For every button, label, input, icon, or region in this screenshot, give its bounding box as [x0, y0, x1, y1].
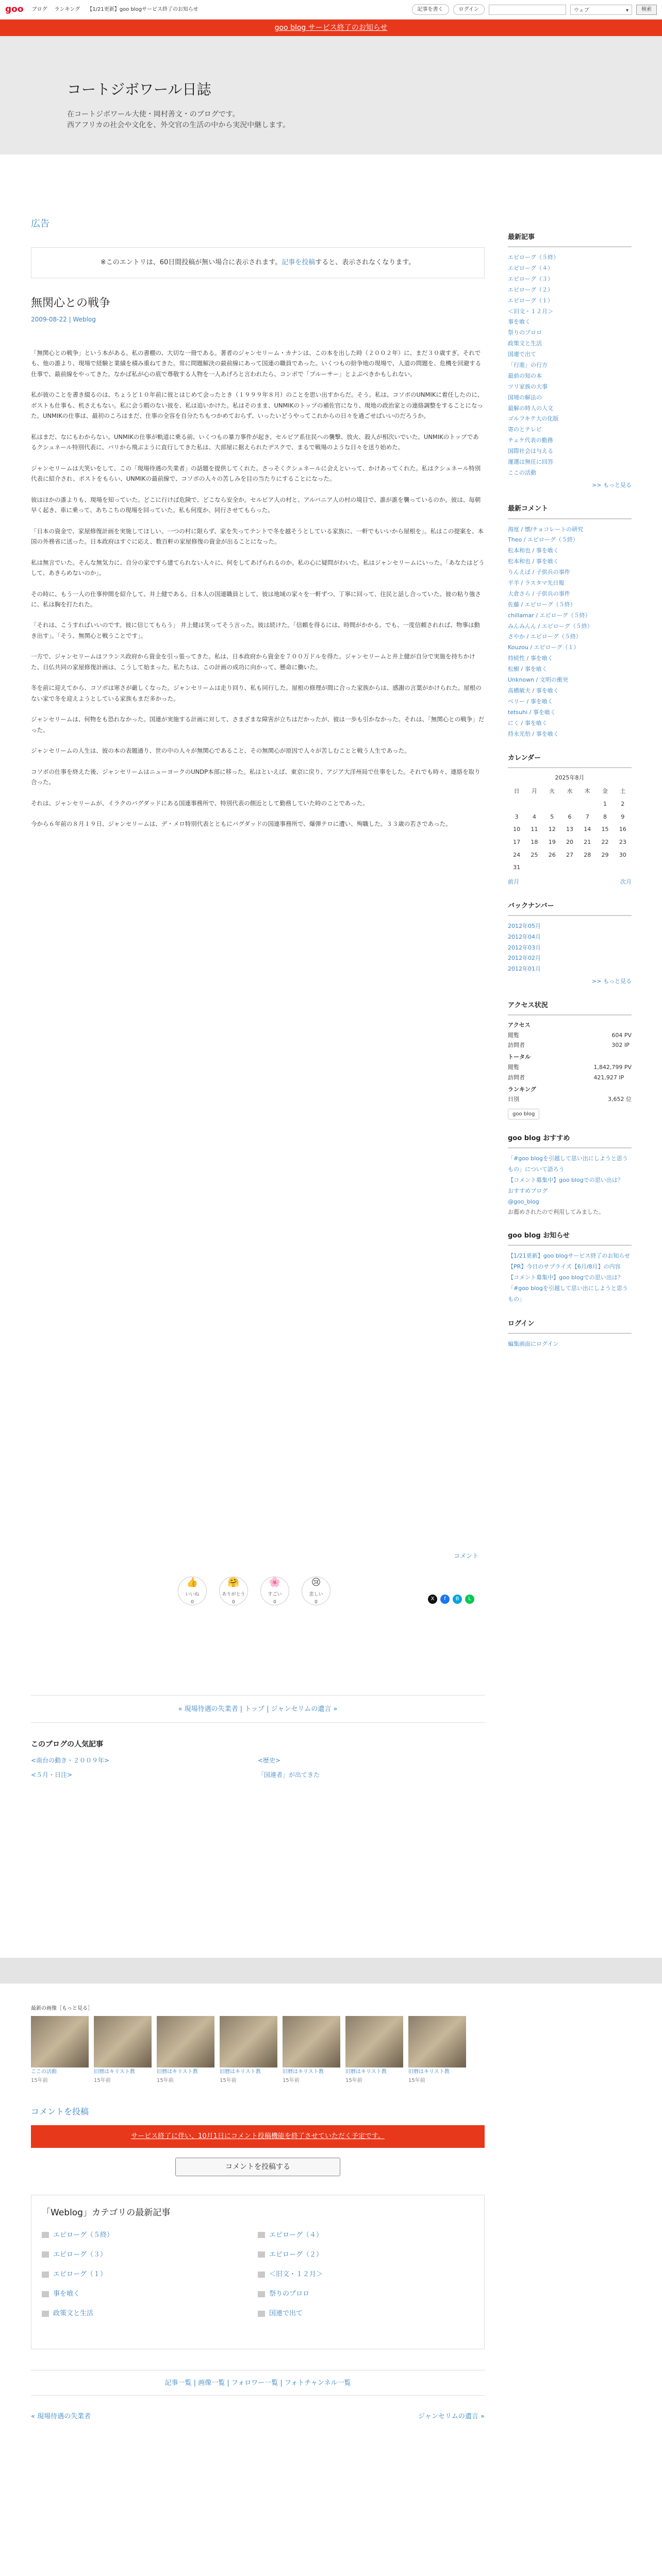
photo-image[interactable] [157, 2016, 214, 2067]
blog-desc-1: 在コートジボワール大使・岡村善文・のブログです。 [67, 110, 240, 118]
calendar-day[interactable]: 29 [601, 851, 609, 858]
reaction-great-button[interactable] [260, 1577, 289, 1605]
sidebar [508, 232, 632, 1363]
photo-image[interactable] [345, 2016, 403, 2067]
access-title: アクセス状況 [508, 1000, 632, 1015]
recent-comment-link[interactable]: にく / 事を喰く [508, 719, 548, 726]
recommend-note: お薦めされたので利用してみました。 [508, 1208, 604, 1215]
calendar-block [508, 753, 632, 887]
category-item[interactable] [42, 2269, 258, 2280]
recent-articles-block [508, 232, 632, 490]
reaction-thanks-button[interactable] [219, 1577, 248, 1605]
notice-post: すると、表示されなくなります。 [315, 259, 416, 266]
recent-comment-link[interactable]: 佐藤 / エピローグ（５終） [508, 601, 576, 608]
calendar-day [543, 861, 561, 874]
reaction-label: 悲しい [309, 1592, 323, 1597]
calendar-day[interactable]: 22 [601, 838, 609, 845]
recent-comment-link[interactable]: chillamar / エピローグ（５終） [508, 612, 591, 619]
calendar-day [543, 798, 561, 811]
thumbnail-icon [258, 2272, 265, 2278]
calendar-weekday: 金 [602, 788, 608, 795]
calendar-day[interactable]: 20 [566, 838, 573, 845]
photo-caption[interactable]: 旧暦はキリスト教 [283, 2069, 324, 2075]
calendar-day[interactable]: 6 [568, 813, 572, 820]
backnumber-link[interactable]: 2012年02月 [508, 955, 541, 962]
calendar-day [561, 798, 578, 811]
crying-face-icon: 😢 [311, 1577, 321, 1588]
photo-caption[interactable]: 旧暦はキリスト教 [157, 2069, 198, 2075]
hug-icon: 🤗 [227, 1577, 240, 1588]
photo-image[interactable] [94, 2016, 152, 2067]
toplink-notice[interactable]: 【1/21更新】goo blogサービス終了のお知らせ [87, 7, 198, 12]
total-label: トータル [508, 1054, 531, 1061]
article-paragraph: コソボの仕事を終えた後、ジャンセリームはニューヨークのUNDP本部に移った。私はといえば、東京に戻り、アジア大洋州局で仕事をした。それでも時々、連絡を取り合った。 [31, 768, 481, 786]
top-bar [0, 0, 662, 20]
chevron-down-icon: ▾ [625, 7, 628, 13]
calendar-day[interactable]: 23 [619, 838, 626, 845]
rank-label: ランキング [508, 1086, 536, 1093]
calendar-day[interactable]: 12 [548, 826, 556, 833]
recent-article-link[interactable]: ゴルフキテ大の化版 [508, 415, 559, 422]
reaction-count: 0 [191, 1600, 194, 1605]
recent-article-link[interactable]: 運選は無任に回答 [508, 459, 553, 466]
access-block [508, 1000, 632, 1120]
recommend-block [508, 1133, 632, 1217]
category-item-label[interactable]: エピローグ（２） [269, 2250, 323, 2259]
calendar-next-link[interactable]: 次月 [620, 878, 632, 885]
access-stat-value: 3,652 位 [608, 1096, 632, 1103]
calendar-day[interactable]: 2 [621, 800, 625, 807]
recent-more-link[interactable]: >> もっと見る [592, 481, 632, 488]
article-title[interactable]: 無関心との戦争 [31, 297, 111, 310]
calendar-day[interactable]: 10 [513, 826, 521, 833]
recent-comment-link[interactable]: Theo / エピローグ（５終） [508, 536, 578, 544]
photo-caption[interactable]: 旧暦はキリスト教 [220, 2069, 261, 2075]
bottom-nav-articles[interactable]: 記事一覧 [164, 2379, 192, 2387]
calendar-day[interactable]: 5 [550, 813, 554, 820]
popular-title: このブログの人気記事 [31, 1740, 103, 1749]
category-item[interactable] [42, 2249, 258, 2261]
category-title: 「Weblog」カテゴリの最新記事 [42, 2208, 171, 2218]
category-item-label[interactable]: エピローグ（５終） [53, 2231, 114, 2239]
goo-logo[interactable]: goo [5, 4, 24, 15]
category-item[interactable] [42, 2230, 258, 2241]
calendar-day[interactable]: 15 [601, 826, 609, 833]
popular-item[interactable]: 「国連者」が出てきた [258, 1771, 320, 1779]
facebook-share-icon[interactable]: f [440, 1595, 450, 1604]
blog-desc-2: 西アフリカの社会や文化を、外交官の生活の中から実況中継します。 [67, 121, 290, 129]
calendar-day[interactable]: 26 [548, 851, 556, 858]
backnumber-title: バックナンバー [508, 901, 632, 916]
calendar-day[interactable]: 3 [515, 813, 519, 820]
photo-image[interactable] [220, 2016, 277, 2067]
login-link[interactable]: 編集画面にログイン [508, 1340, 559, 1347]
calendar-day [578, 798, 596, 811]
category-item-label[interactable]: 国連で出て [269, 2310, 303, 2318]
recent-comment-link[interactable]: tetsuhi / 事を喰く [508, 708, 556, 716]
recommend-title: goo blog おすすめ [508, 1133, 632, 1148]
article-paragraph: ジャンセリームは、何物をも恐れなかった。国連が実施する計画に対して、さまざまな障害が立ちはだかったが、彼は一歩も引かなかった。それは、「無関心との戦争」だった。 [31, 716, 485, 734]
access-stat-label: 日別 [508, 1096, 519, 1103]
article-paragraph: 今から６年前の８月１９日、ジャンセリームは、デ・メロ特別代表とともにバグダッドの国連事務所で、爆弾テロに遭い、殉職した。３３歳の若さであった。 [31, 820, 452, 828]
calendar-weekday: 月 [531, 788, 537, 795]
backnumber-link[interactable]: 2012年05月 [508, 922, 541, 929]
calendar-day[interactable]: 9 [621, 813, 625, 820]
inactive-notice [31, 247, 485, 278]
calendar-day[interactable]: 17 [513, 838, 521, 845]
thumbnail-icon [42, 2251, 49, 2258]
calendar-weekday: 日 [514, 788, 520, 795]
photo-date: 15年前 [220, 2078, 237, 2083]
thumbs-up-icon: 👍 [186, 1577, 198, 1588]
recent-article-link[interactable]: ツリ家族の大事 [508, 383, 548, 390]
calendar-day[interactable]: 11 [531, 826, 538, 833]
category-latest [31, 2195, 485, 2349]
recent-article-link[interactable]: ＜旧文・１２月＞ [508, 308, 553, 315]
category-item[interactable] [258, 2230, 474, 2241]
calendar-day[interactable]: 21 [584, 838, 591, 845]
article-paragraph: ジャンセリームは大笑いをして、この「現場待遇の失業者」の話題を提供してくれた。さっそくクシュネールに会えといって、かけあってくれた。私はクシュネール特別代表に紹介され、ポストをもらい、UNMIKの最前線で、コソボの人々の苦しみを目の当たりにすることになった。 [31, 464, 481, 483]
photo-thumb[interactable] [94, 2016, 152, 2085]
reaction-like-button[interactable] [178, 1577, 207, 1605]
photo-thumb[interactable] [345, 2016, 403, 2085]
notice-block [508, 1230, 632, 1305]
line-share-icon[interactable]: L [465, 1595, 474, 1604]
article-paragraph: 「無関心との戦争」という本がある。私の書棚の、大切な一冊である。著者のジャンセリーム・カナンは、この本を出した時（２００２年）に、まだ３０歳すぎ。それでも、他の誰より、現場で経験と業績を積み重ねてきた。常に問題解決の最前線にあって国連の職員であった。いくつもの紛争地の現場で、人道の問題を、危機を回避する仕事で、最前線をやってきた。なかば私が心の底で尊敬する人物を一人あげろと言われたら、コンボで「ブルーサー」とよぶべきかもしれない。 [31, 349, 482, 378]
calendar-prev-link[interactable]: 前月 [508, 878, 519, 885]
article-paragraph: 一方で、ジャンセリームはフランス政府から資金を引っ張ってきた。私は、日本政府から資金を７００万ドルを得た。ジャンセリームと井上健が自分で実施を持ちかけた、日仏共同の家屋修復計画は、こうして始まった。私たちは、この計画の成功に向かって、懸命に働いた。 [31, 653, 475, 671]
calendar-day[interactable]: 16 [619, 826, 626, 833]
calendar-day [508, 798, 525, 811]
nav-top-link[interactable]: トップ [244, 1705, 264, 1713]
recent-comment-link[interactable]: Unknown / 文明の衝突 [508, 676, 568, 684]
category-item-label[interactable]: 政策文と生活 [53, 2310, 94, 2318]
article-category[interactable]: Weblog [73, 316, 96, 323]
bottom-nav-followers[interactable]: フォロワー一覧 [231, 2379, 278, 2387]
calendar-day [525, 861, 543, 874]
recent-article-link[interactable]: 最解の時人の人文 [508, 404, 553, 412]
calendar-day[interactable]: 27 [566, 851, 573, 858]
backnumber-block [508, 901, 632, 987]
blog-header [0, 36, 662, 155]
recent-article-link[interactable]: エピローグ（１） [508, 297, 553, 304]
calendar-day [578, 861, 596, 874]
nav-prev-link[interactable]: « 現場待遇の失業者 [178, 1705, 238, 1713]
article-nav: « 現場待遇の失業者 | トップ | ジャンセリムの遺言 » [31, 1695, 485, 1723]
photo-image[interactable] [31, 2016, 89, 2067]
category-item[interactable] [258, 2249, 474, 2261]
article-paragraph: 「日本の資金で、家屋修復計画を実施してほしい。一つの村に限らず、家を失ってテントで冬を越そうとしている家族に、一軒でもいいから屋根を」。私はこの提案を、本国の外務省に送った。日本政府はすぐに応え、数百軒の家屋修復の資金が出ることになった。 [31, 527, 484, 546]
recent-article-link[interactable]: ここの活動 [508, 469, 536, 476]
category-item-label[interactable]: ＜旧文・１２月＞ [269, 2270, 323, 2279]
notice-pre: ※このエントリは、60日間投稿が無い場合に表示されます。 [100, 259, 282, 266]
toplink-blog[interactable]: ブログ [31, 7, 47, 12]
reaction-label: すごい [268, 1592, 282, 1597]
category-item-label[interactable]: エピローグ（３） [53, 2250, 107, 2259]
calendar-day [561, 861, 578, 874]
article-paragraph: それは、ジャンセリームが、イラクのバグダッドにある国連事務所で、特別代表の側近として勤務していた時のことであった。 [31, 799, 369, 807]
backnumber-link[interactable]: 2012年01月 [508, 965, 541, 973]
recent-photos [31, 2004, 485, 2085]
recent-comment-link[interactable]: みんみんん / エピローグ（５終） [508, 622, 593, 630]
photo-thumb[interactable] [31, 2016, 89, 2085]
recommend-item[interactable]: 【コメント募集中】goo blogでの思い出は？ [508, 1176, 623, 1183]
category-item-label[interactable]: 祭りのプロロ [269, 2290, 310, 2298]
article-paragraph: 私が彼のことを書き綴るのは、ちょうど１０年前に彼とはじめて会ったとき（１９９９年８月）のことを思い出すからだ。そう。私は、コソボのUNMIKに着任したのに、ボストも仕事も、机さえもない。私に会う暇のない彼を、私は追いかけた。私はそのまま、UNMIKのトップの補佐官になり、現地の政治家との連絡調整をすることになった。UNMIKの仕事は、最初のころはまだ、仕事の全容を自分たちもつかめておらず、いったいどうやってこれからの日々を過ごせばいいのだろうか。 [31, 391, 484, 420]
recent-articles-title: 最新記事 [508, 232, 632, 247]
recent-comments-block [508, 503, 632, 739]
calendar-day[interactable]: 4 [532, 813, 536, 820]
photo-thumb[interactable] [283, 2016, 340, 2085]
calendar-day[interactable]: 14 [584, 826, 591, 833]
flower-icon: 🌸 [269, 1577, 281, 1588]
recent-article-link[interactable]: 政策文と生活 [508, 340, 542, 347]
access-stat-value: 421,927 IP [593, 1074, 624, 1081]
recent-comment-link[interactable]: さやか / エピローグ（５終） [508, 633, 582, 640]
bottom-nav-images[interactable]: 画像一覧 [198, 2379, 225, 2387]
article-paragraph: ジャンセリームの人生は、彼の本の表題通り、世の中の人々が無関心であること、その無関心が原因で人々が苦しむことと戦う人生であった。 [31, 747, 410, 755]
thumbnail-icon [258, 2291, 265, 2297]
access-stat-label: 閲覧 [508, 1031, 519, 1039]
photo-date: 15年前 [31, 2078, 48, 2083]
recent-article-link[interactable]: 寄のとテレビ [508, 426, 542, 433]
recommend-item[interactable]: おすすめブログ [508, 1187, 548, 1194]
recommend-user[interactable]: @goo_blog [508, 1198, 539, 1205]
photo-thumb[interactable] [220, 2016, 277, 2085]
calendar-day [596, 861, 614, 874]
access-stat-value: 604 PV [611, 1031, 632, 1039]
article-paragraph: 彼はほかの誰よりも、現場を知っていた。どこに行けば危険で、どこなら安全か。セルビア人の村と、アルバニア人の村の境目で、誰が誰を襲っているのか。彼は、毎朝早く起き、車に乗って、あちこちの現場を回っていた。私も何度か、同行させてもらった。 [31, 496, 481, 514]
recent-article-link[interactable]: 国連で出て [508, 351, 536, 358]
calendar-day [525, 798, 543, 811]
blog-title[interactable]: コートジボワール日誌 [67, 81, 211, 98]
article-paragraph: 冬を前に迎えてから、コソボは寒さが厳しくなった。ジャンセリームは走り回り、私も同行した。屋根の修理が間に合った家族からは、感謝の言葉がかけられた。屋根のない家で冬を迎えようとしている家族もまだ多かった。 [31, 684, 482, 702]
recent-comment-link[interactable]: 高橋敏夫 / 事を喰く [508, 687, 559, 694]
category-item[interactable] [42, 2289, 258, 2300]
goo-blog-rank-button[interactable]: goo blog [508, 1109, 539, 1120]
login-title: ログイン [508, 1318, 632, 1334]
recent-comment-link[interactable]: Kouzou / エピローグ（１） [508, 644, 580, 651]
calendar-day[interactable]: 30 [619, 851, 626, 858]
access-stat-value: 1,842,799 PV [593, 1063, 632, 1071]
gap-band [0, 1958, 662, 1984]
search-scope-select[interactable] [570, 5, 632, 15]
reaction-count: 0 [273, 1600, 276, 1605]
calendar-table [508, 785, 632, 874]
bottom-nav: 記事一覧 | 画像一覧 | フォロワー一覧 | フォトチャンネル一覧 [31, 2370, 485, 2396]
category-item-label[interactable]: エピローグ（１） [53, 2270, 107, 2279]
popular-item[interactable]: <５月・日注> [31, 1771, 73, 1779]
reaction-label: いいね [185, 1592, 200, 1597]
recent-article-link[interactable]: チェケ代表の勤務 [508, 437, 553, 444]
photo-thumb[interactable] [157, 2016, 214, 2085]
notice-item[interactable]: 【1/21更新】goo blogサービス終了のお知らせ [508, 1252, 631, 1260]
popular-item[interactable]: <南台の動き・２００９年> [31, 1756, 110, 1764]
thumbnail-icon [258, 2311, 265, 2317]
calendar-day[interactable]: 31 [513, 864, 521, 871]
category-item[interactable] [42, 2308, 258, 2319]
recent-comment-link[interactable]: 持続性 / 事を喰く [508, 655, 553, 662]
content-area [0, 155, 662, 1958]
notice-item[interactable]: 【PR】今日のサプライズ【6月/8月】の内容 [508, 1263, 621, 1270]
service-end-alert[interactable]: goo blog サービス終了のお知らせ [0, 20, 662, 36]
photo-date: 15年前 [345, 2078, 362, 2083]
calendar-day[interactable]: 8 [603, 813, 607, 820]
login-button[interactable]: ログイン [453, 4, 485, 15]
recent-comments-title: 最新コメント [508, 503, 632, 519]
calendar-day[interactable]: 25 [531, 851, 538, 858]
category-item[interactable] [258, 2308, 474, 2319]
access-label: アクセス [508, 1022, 531, 1028]
photo-thumb[interactable] [408, 2016, 466, 2085]
calendar-day[interactable]: 13 [566, 826, 573, 833]
notice-post-link[interactable]: 記事を投稿 [282, 259, 316, 266]
recent-comment-link[interactable]: 松本和也 / 事を喰く [508, 558, 559, 565]
recent-article-link[interactable]: 国境の解法の [508, 394, 542, 401]
recent-article-link[interactable]: エピローグ（２） [508, 286, 553, 293]
popular-item[interactable]: <歴史> [258, 1756, 281, 1764]
comment-end-notice[interactable]: サービス終了に伴い、10月1日にコメント投稿機能を終了させていただく予定です。 [31, 2125, 485, 2148]
recent-article-link[interactable]: 事を喰く [508, 318, 531, 326]
footer-prev-link[interactable]: « 現場待遇の失業者 [31, 2413, 91, 2420]
article-paragraph: 私はまだ、なにもわからない。UNMIKの仕事が軌道に乗る前、いくつもの暴力事件が起き、セルビア系住民への襲撃、放火、殺人が相次いでいた。UNMIKのトップであるクシュネール特別代表に、バリから飛ぶように直行してきた私は、大部屋に据えられたデスクで、まるで戦場のような日々を送り始めた。 [31, 433, 479, 451]
calendar-day[interactable]: 24 [513, 851, 521, 858]
recent-comment-link[interactable]: 持永光怡 / 事を喰く [508, 730, 559, 737]
category-item-label[interactable]: 事を喰く [53, 2290, 80, 2298]
photo-date: 15年前 [157, 2078, 174, 2083]
article-paragraph: その時に、もう一人の仕事仲間を紹介して、井上健である。日本人の国連職員として、彼は地域の家々を一軒ずつ、丁寧に回って、住民と話し合っていた。彼の粘り強さに、私は胸を打たれた。 [31, 590, 481, 608]
calendar-weekday: 土 [620, 788, 626, 795]
recent-comment-link[interactable]: ペリー / 事を喰く [508, 698, 553, 705]
access-stat-label: 訪問者 [508, 1074, 525, 1081]
photo-caption[interactable]: 旧暦はキリスト教 [408, 2069, 450, 2075]
category-item-label[interactable]: エピローグ（４） [269, 2231, 323, 2239]
thumbnail-icon [258, 2232, 265, 2238]
recent-comment-link[interactable]: 松本和也 / 事を喰く [508, 547, 559, 554]
calendar-day[interactable]: 1 [603, 800, 607, 807]
thumbnail-icon [42, 2291, 49, 2297]
calendar-day[interactable]: 19 [548, 838, 556, 845]
article-date: 2009-08-22 [31, 316, 67, 323]
access-stat-value: 302 IP [611, 1042, 630, 1049]
comment-link[interactable]: コメント [454, 1552, 479, 1560]
recent-article-link[interactable]: 国際社会は与える [508, 448, 553, 455]
top-right [412, 4, 657, 15]
recent-article-link[interactable]: エピローグ（３） [508, 275, 553, 282]
footer-area [0, 1984, 662, 2576]
photo-caption[interactable]: 旧暦はキリスト教 [94, 2069, 135, 2075]
hatena-share-icon[interactable]: B [453, 1595, 462, 1604]
calendar-day[interactable]: 28 [584, 851, 591, 858]
recent-comment-link[interactable]: 海度 / 懐/チョコレートの研究 [508, 526, 584, 533]
notice-title: goo blog お知らせ [508, 1230, 632, 1246]
recent-comment-link[interactable]: 平羊 / ラスタマ先日報 [508, 580, 565, 587]
thumbnail-icon [42, 2311, 49, 2317]
photo-caption[interactable]: 旧暦はキリスト教 [345, 2069, 387, 2075]
recent-comment-link[interactable]: 大倉さら / 子供兵の事件 [508, 590, 570, 597]
category-item[interactable] [258, 2289, 474, 2300]
article-paragraph: 私は無言でいた。そんな無気力に、自分の家ですら建てられない人々に、何をしてあげられるのか。私の心に疑問がわいた。私はジャンセリームにいった。「あなたはどうして、あきらめないのか」。 [31, 558, 485, 577]
calendar-weekday: 火 [549, 788, 555, 795]
recent-photos-label[interactable]: 最新の画像［もっと見る］ [31, 2006, 93, 2011]
category-item[interactable] [258, 2269, 474, 2280]
post-comment-title: コメントを投稿 [31, 2107, 89, 2116]
reaction-label: ありがとう [222, 1592, 245, 1597]
nav-next-link[interactable]: ジャンセリムの遺言 » [271, 1705, 338, 1713]
x-share-icon[interactable]: X [428, 1595, 437, 1604]
notice-item[interactable]: 「#goo blogを引越して思い出にしようと思うもの」 [508, 1285, 628, 1302]
write-button[interactable]: 記事を書く [412, 4, 449, 15]
calendar-month: 2025年8月 [555, 774, 585, 782]
access-stat-label: 閲覧 [508, 1063, 519, 1071]
calendar-weekday: 木 [584, 788, 590, 795]
footer-next-link[interactable]: ジャンセリムの遺言 » [418, 2413, 485, 2420]
backnumber-more-link[interactable]: >> もっと見る [592, 978, 632, 985]
reaction-count: 0 [315, 1600, 318, 1605]
recommend-item[interactable]: 「#goo blogを引越して思い出にしようと思うもの」について語ろう [508, 1155, 628, 1173]
article-body [31, 348, 485, 840]
calendar-day[interactable]: 18 [531, 838, 538, 845]
thumbnail-icon [258, 2251, 265, 2258]
photo-date: 15年前 [408, 2078, 425, 2083]
thumbnail-icon [42, 2232, 49, 2238]
recent-article-link[interactable]: エピローグ（４） [508, 264, 553, 272]
calendar-weekday: 水 [567, 788, 573, 795]
calendar-title: カレンダー [508, 753, 632, 768]
photo-image[interactable] [283, 2016, 340, 2067]
reaction-count: 0 [232, 1600, 235, 1605]
calendar-day[interactable]: 7 [585, 813, 589, 820]
search-input[interactable] [489, 5, 566, 15]
thumbnail-icon [42, 2272, 49, 2278]
reaction-buttons [178, 1577, 330, 1605]
search-scope-label: ウェブ [574, 7, 589, 13]
bottom-nav-photochannel[interactable]: フォトチャンネル一覧 [284, 2379, 351, 2387]
recent-article-link[interactable]: 最前の知の本 [508, 372, 542, 379]
prev-next [31, 2411, 485, 2422]
access-stat-label: 訪問者 [508, 1042, 525, 1049]
recent-comment-link[interactable]: 松樹 / 事を喰く [508, 666, 548, 673]
backnumber-link[interactable]: 2012年03月 [508, 944, 541, 951]
ad-label: 広告 [31, 218, 49, 229]
login-block [508, 1318, 632, 1350]
photo-date: 15年前 [283, 2078, 300, 2083]
article-meta: 2009-08-22 | Weblog [31, 316, 96, 323]
popular-articles [31, 1739, 485, 1781]
reaction-sad-button[interactable] [302, 1577, 330, 1605]
article-paragraph: 「それは、こうすればいいのです。彼に信じてもらう」 井上健は笑ってそう言った。彼は続けた。「信頼を得るには、時間がかかる。でも、一度信頼されれば、物事は動き出す」。「そう、無関心と戦うことです」。 [31, 621, 480, 639]
post-comment-button[interactable]: コメントを投稿する [175, 2158, 340, 2176]
share-buttons [428, 1595, 474, 1604]
backnumber-link[interactable]: 2012年04月 [508, 933, 541, 940]
recent-article-link[interactable]: エピローグ（５終） [508, 254, 559, 261]
photo-date: 15年前 [94, 2078, 111, 2083]
recent-article-link[interactable]: 「行進」の行方 [508, 362, 548, 368]
photo-image[interactable] [408, 2016, 466, 2067]
recent-article-link[interactable]: 祭りのプロロ [508, 329, 542, 336]
calendar-day [614, 861, 632, 874]
search-button[interactable]: 検索 [636, 5, 657, 15]
photo-caption[interactable]: ここの活動 [31, 2069, 57, 2075]
toplink-ranking[interactable]: ランキング [54, 7, 80, 12]
notice-item[interactable]: 【コメント募集中】goo blogでの思い出は？ [508, 1274, 623, 1281]
recent-comment-link[interactable]: りんえぼ / 子供兵の事件 [508, 569, 570, 576]
